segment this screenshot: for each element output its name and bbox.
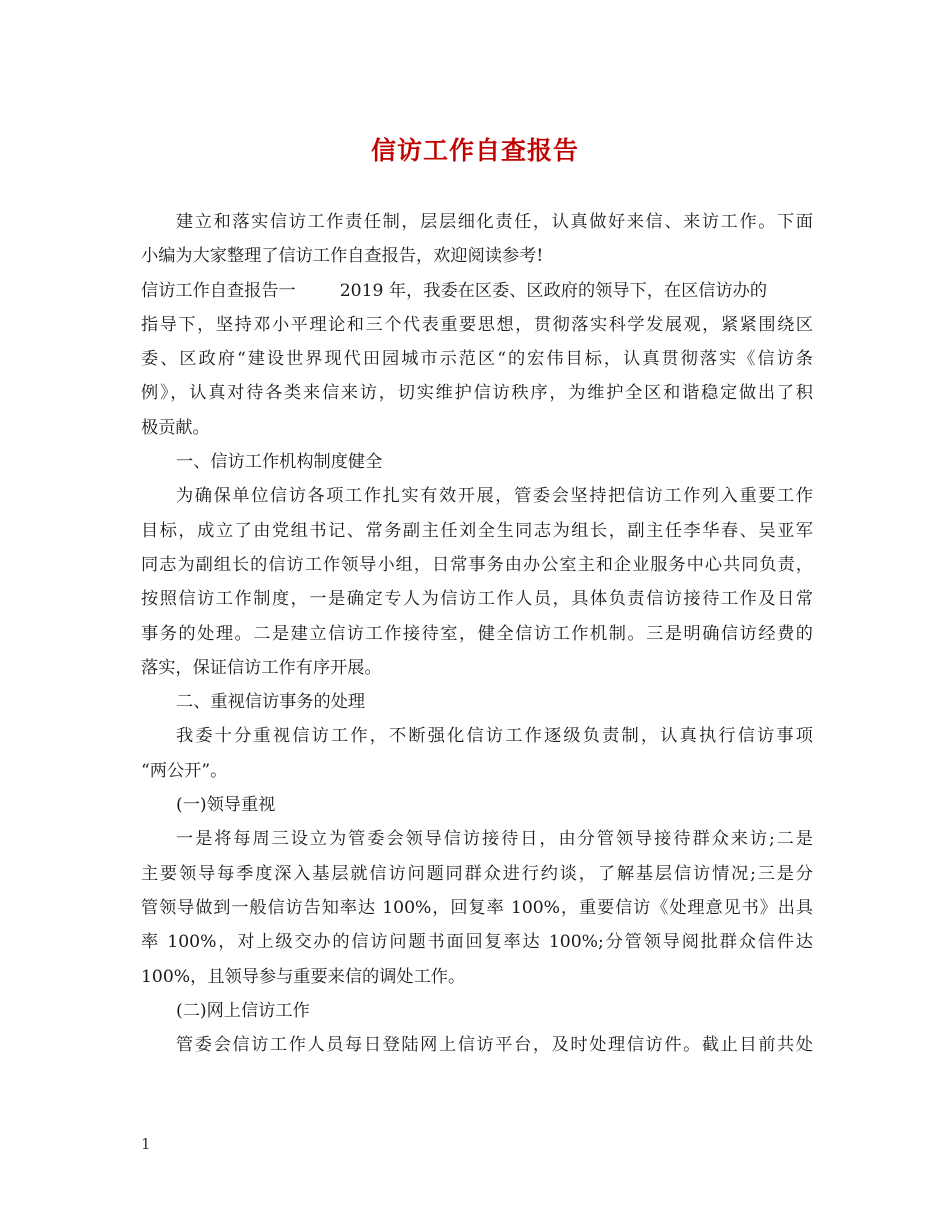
paragraph-line: 委、区政府“建设世界现代田园城市示范区“的宏伟目标，认真贯彻落实《信访条 xyxy=(141,349,813,370)
section-heading: 二、重视信访事务的处理 xyxy=(176,692,366,713)
paragraph-line: 管委会信访工作人员每日登陆网上信访平台，及时处理信访件。截止目前共处 xyxy=(176,1035,813,1056)
document-title: 信访工作自查报告 xyxy=(370,136,579,165)
paragraph-line: 小编为大家整理了信访工作自查报告，欢迎阅读参考! xyxy=(141,246,544,267)
paragraph-line: 率 100%，对上级交办的信访问题书面回复率达 100%;分管领导阅批群众信件达 xyxy=(141,932,813,953)
paragraph-line: 主要领导每季度深入基层就信访问题同群众进行约谈，了解基层信访情况;三是分 xyxy=(141,863,813,884)
section-heading: 一、信访工作机构制度健全 xyxy=(176,452,383,473)
paragraph-line: 管领导做到一般信访告知率达 100%，回复率 100%，重要信访《处理意见书》出具 xyxy=(141,897,813,918)
paragraph-line: 事务的处理。二是建立信访工作接待室，健全信访工作机制。三是明确信访经费的 xyxy=(141,623,813,644)
document-body xyxy=(141,205,813,1062)
report-intro-text: 2019 年，我委在区委、区政府的领导下，在区信访办的 xyxy=(339,280,768,301)
report-subtitle: 信访工作自查报告一 xyxy=(141,280,296,301)
page-number: 1 xyxy=(141,1135,151,1153)
paragraph-line: 目标，成立了由党组书记、常务副主任刘全生同志为组长，副主任李华春、吴亚军 xyxy=(141,520,813,541)
paragraph-line: 一是将每周三设立为管委会领导信访接待日，由分管领导接待群众来访;二是 xyxy=(176,829,813,850)
paragraph-line: “两公开”。 xyxy=(141,760,228,781)
paragraph-line: 极贡献。 xyxy=(141,417,210,438)
paragraph-line: 按照信访工作制度，一是确定专人为信访工作人员，具体负责信访接待工作及日常 xyxy=(141,589,813,610)
paragraph-line: 建立和落实信访工作责任制，层层细化责任，认真做好来信、来访工作。下面 xyxy=(176,212,813,232)
paragraph-line: 为确保单位信访各项工作扎实有效开展，管委会坚持把信访工作列入重要工作 xyxy=(176,486,813,507)
report-heading-line xyxy=(141,274,813,308)
subsection-heading: (一)领导重视 xyxy=(176,795,276,816)
paragraph-line: 100%，且领导参与重要来信的调处工作。 xyxy=(141,966,466,987)
paragraph-line: 落实，保证信访工作有序开展。 xyxy=(141,657,382,678)
paragraph-line: 指导下，坚持邓小平理论和三个代表重要思想，贯彻落实科学发展观，紧紧围绕区 xyxy=(141,314,813,335)
paragraph-line: 我委十分重视信访工作，不断强化信访工作逐级负责制，认真执行信访事项 xyxy=(176,726,813,747)
paragraph-line: 例》，认真对待各类来信来访，切实维护信访秩序，为维护全区和谐稳定做出了积 xyxy=(141,383,813,404)
subsection-heading: (二)网上信访工作 xyxy=(176,1000,310,1021)
paragraph-line: 同志为副组长的信访工作领导小组，日常事务由办公室主和企业服务中心共同负责， xyxy=(141,554,813,575)
